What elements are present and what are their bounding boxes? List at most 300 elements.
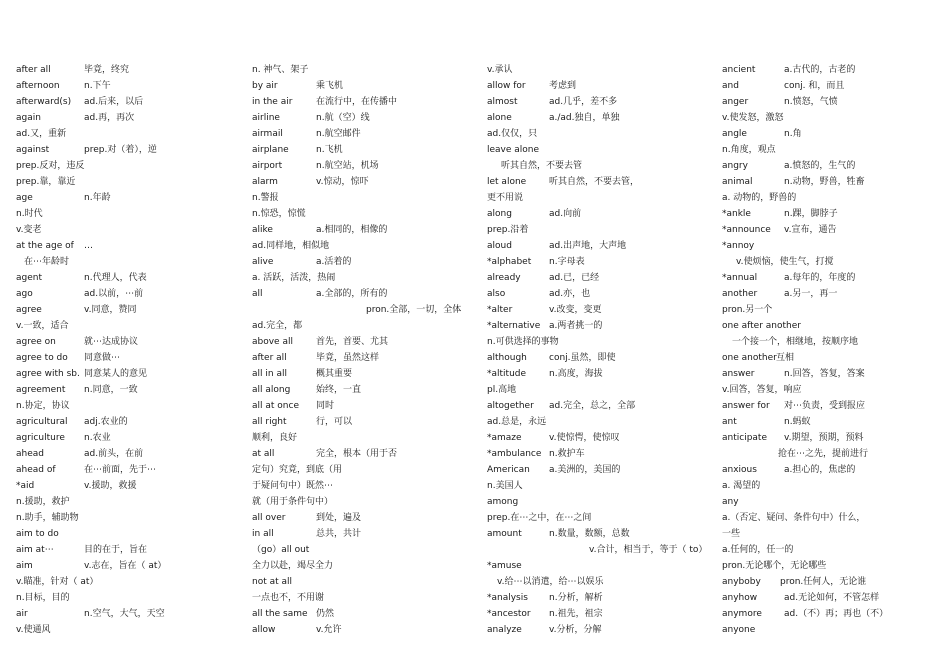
vocab-entry — [722, 478, 937, 494]
entry-headword: n.协定，协议 — [16, 401, 70, 411]
vocab-entry — [722, 174, 937, 190]
entry-headword: agree — [16, 305, 42, 315]
entry-headword: altogether — [487, 401, 534, 411]
entry-definition: ad.无论如何，不管怎样 — [784, 593, 880, 603]
entry-headword: anticipate — [722, 433, 767, 443]
vocab-entry — [722, 222, 937, 238]
entry-headword: and — [722, 81, 739, 91]
entry-headword: prep.靠，靠近 — [16, 177, 76, 187]
entry-headword: all at once — [252, 401, 299, 411]
entry-headword: a. 渴望的 — [722, 481, 761, 491]
entry-headword: anger — [722, 97, 749, 107]
entry-headword: 全力以赴，竭尽全力 — [252, 561, 334, 571]
vocab-entry — [722, 350, 937, 366]
vocab-entry — [252, 462, 462, 478]
entry-headword: afterward(s) — [16, 97, 72, 107]
entry-headword: ant — [722, 417, 737, 427]
vocab-entry — [722, 414, 937, 430]
vocab-entry — [16, 174, 221, 190]
entry-definition: n.航空邮件 — [316, 129, 361, 139]
entry-definition: 同意做⋯ — [84, 353, 121, 363]
entry-definition: a.担心的，焦虑的 — [784, 465, 856, 475]
entry-definition: 就⋯达成协议 — [84, 337, 139, 347]
vocab-entry — [487, 78, 702, 94]
entry-headword: ahead — [16, 449, 44, 459]
entry-headword: n.援助，救护 — [16, 497, 70, 507]
entry-headword: *altitude — [487, 369, 527, 379]
entry-headword: 就（用于条件句中） — [252, 497, 334, 507]
entry-headword: ad.完全，都 — [252, 321, 303, 331]
entry-headword: any — [722, 497, 739, 507]
entry-definition: n.农业 — [84, 433, 111, 443]
entry-headword: ago — [16, 289, 33, 299]
entry-headword: a.任何的，任一的 — [722, 545, 794, 555]
column-2 — [252, 62, 462, 638]
entry-headword: *alternative — [487, 321, 541, 331]
entry-definition: a./ad.独自，单独 — [549, 113, 620, 123]
vocab-entry — [722, 142, 937, 158]
vocab-entry — [252, 190, 462, 206]
entry-headword: airplane — [252, 145, 289, 155]
entry-headword: along — [487, 209, 512, 219]
entry-definition: ad.向前 — [549, 209, 582, 219]
vocab-entry — [487, 350, 702, 366]
entry-headword: all along — [252, 385, 291, 395]
vocab-entry — [487, 590, 702, 606]
vocab-entry — [722, 302, 937, 318]
entry-headword: pron.无论哪个，无论哪些 — [722, 561, 827, 571]
entry-headword: *annoy — [722, 241, 755, 251]
entry-definition: 概其重要 — [316, 369, 353, 379]
vocab-entry — [487, 462, 702, 478]
entry-headword: （go）all out — [252, 545, 310, 555]
vocab-entry — [722, 318, 937, 334]
vocab-entry — [16, 110, 221, 126]
entry-headword: alike — [252, 225, 273, 235]
vocab-entry — [252, 110, 462, 126]
vocab-entry — [16, 302, 221, 318]
entry-headword: 更不用说 — [487, 193, 524, 203]
entry-headword: ad.总是，永远 — [487, 417, 547, 427]
entry-headword: airline — [252, 113, 280, 123]
entry-headword: answer for — [722, 401, 770, 411]
entry-headword: n.美国人 — [487, 481, 523, 491]
entry-headword: already — [487, 273, 521, 283]
entry-headword: v.使通风 — [16, 625, 51, 635]
entry-definition: a.两者挑一的 — [549, 321, 603, 331]
vocab-entry — [16, 350, 221, 366]
vocab-entry — [487, 126, 702, 142]
entry-headword: in the air — [252, 97, 293, 107]
entry-definition: ad.完全，总之，全部 — [549, 401, 636, 411]
entry-headword: n.警报 — [252, 193, 279, 203]
vocab-entry — [487, 542, 708, 558]
entry-headword: n.角度，观点 — [722, 145, 776, 155]
entry-headword: answer — [722, 369, 755, 379]
entry-headword: alive — [252, 257, 274, 267]
vocab-entry — [252, 254, 462, 270]
entry-definition: 目的在于，旨在 — [84, 545, 148, 555]
vocab-entry — [16, 446, 221, 462]
vocab-entry — [487, 366, 702, 382]
entry-headword: n.可供选择的事物 — [487, 337, 559, 347]
vocab-entry — [722, 334, 937, 350]
entry-headword: anxious — [722, 465, 757, 475]
entry-headword: agree on — [16, 337, 56, 347]
entry-headword: v.变老 — [16, 225, 42, 235]
vocab-entry — [722, 526, 937, 542]
vocab-entry — [252, 366, 462, 382]
entry-definition: ad.出声地，大声地 — [549, 241, 627, 251]
vocab-entry — [487, 526, 702, 542]
entry-headword: aloud — [487, 241, 512, 251]
vocab-entry — [487, 190, 702, 206]
entry-headword: 顺利，良好 — [252, 433, 298, 443]
vocab-entry — [487, 446, 702, 462]
entry-definition: v.允许 — [316, 625, 342, 635]
vocab-entry — [487, 414, 702, 430]
entry-headword: *ankle — [722, 209, 751, 219]
entry-definition: v.合计，相当于，等于（ to） — [589, 545, 708, 555]
vocab-entry — [16, 590, 221, 606]
vocab-entry — [16, 318, 221, 334]
entry-headword: agree to do — [16, 353, 68, 363]
entry-definition: v.宣布，通告 — [784, 225, 837, 235]
entry-definition: n.祖先，祖宗 — [549, 609, 603, 619]
entry-definition: prep.对（着），逆 — [84, 145, 157, 155]
entry-headword: air — [16, 609, 28, 619]
entry-definition: n.愤怒，气愤 — [784, 97, 838, 107]
vocab-entry — [722, 254, 937, 270]
vocab-entry — [252, 526, 462, 542]
entry-headword: 一个接一个，相继地，按顺序地 — [732, 337, 859, 347]
entry-headword: 听其自然，不要去管 — [501, 161, 583, 171]
vocab-entry — [487, 558, 702, 574]
vocab-entry — [487, 62, 702, 78]
vocab-entry — [16, 254, 221, 270]
entry-headword: afternoon — [16, 81, 60, 91]
vocab-entry — [252, 558, 462, 574]
entry-definition: v.志在，旨在（ at） — [84, 561, 167, 571]
entry-headword: all over — [252, 513, 286, 523]
vocab-entry — [252, 446, 462, 462]
vocab-entry — [252, 142, 462, 158]
entry-definition: v.同意，赞同 — [84, 305, 137, 315]
entry-headword: at the age of — [16, 241, 74, 251]
entry-definition: n.空气，大气，天空 — [84, 609, 165, 619]
entry-headword: 在⋯年龄时 — [24, 257, 70, 267]
vocab-entry — [722, 430, 937, 446]
entry-definition: a.每年的，年度的 — [784, 273, 856, 283]
vocab-entry — [722, 110, 937, 126]
entry-definition: 总共，共计 — [316, 529, 362, 539]
vocab-entry — [16, 606, 221, 622]
entry-headword: age — [16, 193, 33, 203]
entry-definition: a.相同的，相像的 — [316, 225, 388, 235]
entry-definition: v.期望，预期，预料 — [784, 433, 864, 443]
vocab-entry — [16, 574, 221, 590]
vocab-entry — [252, 222, 462, 238]
vocab-entry — [722, 238, 937, 254]
entry-headword: American — [487, 465, 530, 475]
vocab-entry — [252, 238, 462, 254]
entry-headword: another — [722, 289, 758, 299]
entry-definition: n.字母表 — [549, 257, 585, 267]
vocab-entry — [16, 286, 221, 302]
vocab-entry — [252, 334, 462, 350]
vocab-entry — [722, 126, 937, 142]
vocab-entry — [16, 382, 221, 398]
entry-headword: ad.又，重新 — [16, 129, 67, 139]
vocab-entry — [487, 494, 702, 510]
entry-headword: all in all — [252, 369, 287, 379]
entry-headword: in all — [252, 529, 274, 539]
entry-headword: prep.在⋯之中，在⋯之间 — [487, 513, 592, 523]
entry-definition: a.愤怒的，生气的 — [784, 161, 856, 171]
vocab-entry — [252, 494, 462, 510]
entry-headword: angle — [722, 129, 747, 139]
entry-headword: v.承认 — [487, 65, 513, 75]
vocab-entry — [722, 190, 937, 206]
vocab-entry — [487, 110, 702, 126]
vocab-entry — [487, 206, 702, 222]
entry-definition: n.角 — [784, 129, 802, 139]
entry-headword: 于疑问句中）既然⋯ — [252, 481, 334, 491]
vocab-entry — [252, 606, 462, 622]
vocab-entry — [487, 398, 702, 414]
entry-headword: n.目标，目的 — [16, 593, 70, 603]
vocab-entry — [16, 510, 221, 526]
entry-headword: above all — [252, 337, 293, 347]
entry-headword: v.给⋯以消遣，给⋯以娱乐 — [497, 577, 604, 587]
entry-headword: v.使烦恼，使生气，打搅 — [736, 257, 834, 267]
vocab-entry — [16, 558, 221, 574]
vocab-entry — [252, 302, 462, 318]
vocab-entry — [487, 510, 702, 526]
vocab-entry — [16, 78, 221, 94]
vocab-entry — [16, 62, 221, 78]
entry-headword: after all — [16, 65, 51, 75]
entry-headword: *ambulance — [487, 449, 542, 459]
entry-headword: not at all — [252, 577, 293, 587]
entry-definition: 毕竟，虽然这样 — [316, 353, 380, 363]
entry-headword: n.时代 — [16, 209, 43, 219]
vocab-entry — [487, 286, 702, 302]
column-4 — [722, 62, 937, 638]
entry-definition: conj. 和，而且 — [784, 81, 845, 91]
vocab-entry — [252, 270, 462, 286]
vocab-entry — [252, 510, 462, 526]
entry-definition: ad.再，再次 — [84, 113, 135, 123]
entry-definition: 始终，一直 — [316, 385, 362, 395]
entry-definition: v.援助，救援 — [84, 481, 137, 491]
entry-headword: ad.同样地，相似地 — [252, 241, 330, 251]
entry-definition: ad.几乎，差不多 — [549, 97, 618, 107]
entry-headword: anyone — [722, 625, 756, 635]
vocab-entry — [16, 126, 221, 142]
entry-definition: 在流行中，在传播中 — [316, 97, 398, 107]
entry-headword: a. 动物的，野兽的 — [722, 193, 797, 203]
vocab-entry — [16, 478, 221, 494]
entry-definition: v.分析，分解 — [549, 625, 602, 635]
vocab-entry — [487, 254, 702, 270]
entry-definition: n.代理人，代表 — [84, 273, 147, 283]
vocab-entry — [487, 142, 702, 158]
entry-definition: 仍然 — [316, 609, 335, 619]
entry-definition: ad.前头，在前 — [84, 449, 144, 459]
entry-headword: almost — [487, 97, 518, 107]
vocab-entry — [16, 206, 221, 222]
entry-headword: animal — [722, 177, 753, 187]
vocab-entry — [722, 462, 937, 478]
vocab-entry — [487, 94, 702, 110]
vocab-entry — [722, 558, 937, 574]
entry-headword: v.使发怒，激怒 — [722, 113, 784, 123]
entry-definition: v.惊动，惊吓 — [316, 177, 369, 187]
entry-definition: n.年龄 — [84, 193, 111, 203]
entry-definition: a.活着的 — [316, 257, 352, 267]
entry-headword: all — [252, 289, 263, 299]
entry-definition: 乘飞机 — [316, 81, 344, 91]
entry-headword: pron.另一个 — [722, 305, 773, 315]
vocab-entry — [16, 430, 221, 446]
vocab-entry — [16, 190, 221, 206]
entry-headword: agreement — [16, 385, 66, 395]
entry-headword: allow — [252, 625, 276, 635]
vocab-entry — [722, 622, 937, 638]
entry-definition: 同意某人的意见 — [84, 369, 148, 379]
entry-headword: n.惊恐，惊慌 — [252, 209, 306, 219]
vocab-entry — [487, 334, 702, 350]
vocab-entry — [16, 270, 221, 286]
entry-headword: v.一致，适合 — [16, 321, 69, 331]
vocab-entry — [722, 158, 937, 174]
entry-headword: *aid — [16, 481, 35, 491]
vocab-entry — [252, 590, 462, 606]
entry-definition: n.航（空）线 — [316, 113, 370, 123]
column-1 — [16, 62, 221, 638]
entry-headword: n.助手，辅助物 — [16, 513, 79, 523]
vocab-entry — [722, 78, 937, 94]
vocab-entry — [722, 510, 937, 526]
entry-definition: a.另一，再一 — [784, 289, 838, 299]
vocab-entry — [722, 94, 937, 110]
vocab-entry — [722, 206, 937, 222]
vocab-entry — [722, 270, 937, 286]
vocab-entry — [252, 78, 462, 94]
entry-definition: 毕竟，终究 — [84, 65, 130, 75]
entry-headword: aim at⋯ — [16, 545, 54, 555]
entry-definition: ad.后来，以后 — [84, 97, 144, 107]
vocab-entry — [252, 350, 462, 366]
entry-definition: n.救护车 — [549, 449, 585, 459]
entry-definition: n.回答，答复，答案 — [784, 369, 865, 379]
vocab-entry — [16, 158, 221, 174]
entry-headword: *amuse — [487, 561, 522, 571]
vocab-entry — [16, 526, 221, 542]
vocab-entry — [252, 94, 462, 110]
vocab-entry — [252, 174, 462, 190]
entry-definition: 互相 — [776, 353, 795, 363]
entry-headword: after all — [252, 353, 287, 363]
entry-headword: alone — [487, 113, 512, 123]
vocab-entry — [16, 366, 221, 382]
entry-definition: ad.亦，也 — [549, 289, 591, 299]
entry-definition: n.下午 — [84, 81, 111, 91]
entry-definition: 首先，首要、尤其 — [316, 337, 389, 347]
vocab-entry — [722, 398, 937, 414]
vocab-entry — [252, 206, 462, 222]
vocab-entry — [487, 318, 702, 334]
vocab-entry — [487, 430, 702, 446]
entry-definition: pron.任何人，无论谁 — [780, 577, 867, 587]
entry-definition: conj.虽然，即使 — [549, 353, 616, 363]
entry-definition: ad.以前，⋯前 — [84, 289, 144, 299]
entry-headword: among — [487, 497, 519, 507]
entry-headword: *announce — [722, 225, 771, 235]
entry-definition: a.古代的，古老的 — [784, 65, 856, 75]
entry-headword: a. 活跃，活泼，热闹 — [252, 273, 336, 283]
entry-headword: *alter — [487, 305, 513, 315]
entry-headword: *annual — [722, 273, 758, 283]
vocab-entry — [722, 62, 937, 78]
vocab-entry — [722, 286, 937, 302]
entry-headword: aim — [16, 561, 33, 571]
entry-headword: 一点也不，不用谢 — [252, 593, 325, 603]
vocab-entry — [252, 62, 462, 78]
vocab-entry — [252, 398, 462, 414]
vocab-entry — [16, 622, 221, 638]
entry-headword: let alone — [487, 177, 527, 187]
entry-definition: n.蚂蚁 — [784, 417, 811, 427]
entry-definition: … — [84, 241, 93, 251]
entry-definition: 完全，根本（用于否 — [316, 449, 398, 459]
entry-headword: also — [487, 289, 506, 299]
entry-definition: n.飞机 — [316, 145, 343, 155]
entry-headword: agriculture — [16, 433, 65, 443]
entry-headword: agent — [16, 273, 42, 283]
vocab-entry — [252, 382, 462, 398]
vocab-entry — [252, 542, 462, 558]
entry-headword: pl.高地 — [487, 385, 517, 395]
vocab-entry — [16, 238, 221, 254]
vocab-entry — [16, 398, 221, 414]
entry-definition: 行，可以 — [316, 417, 353, 427]
entry-headword: one after another — [722, 321, 801, 331]
entry-definition: v.使惊愕，使惊叹 — [549, 433, 620, 443]
vocab-entry — [16, 462, 221, 478]
vocab-entry — [722, 590, 937, 606]
entry-headword: all the same — [252, 609, 308, 619]
entry-headword: v.瞄准，针对（ at） — [16, 577, 99, 587]
entry-definition: a.美洲的，美国的 — [549, 465, 621, 475]
entry-definition: n.踝，脚脖子 — [784, 209, 838, 219]
entry-headword: prep.反对，违反 — [16, 161, 85, 171]
entry-headword: airmail — [252, 129, 283, 139]
entry-definition: v.改变，变更 — [549, 305, 602, 315]
vocab-entry — [487, 174, 702, 190]
vocab-entry — [16, 222, 221, 238]
entry-headword: prep.沿着 — [487, 225, 529, 235]
entry-headword: ancient — [722, 65, 756, 75]
entry-headword: analyze — [487, 625, 522, 635]
entry-headword: allow for — [487, 81, 526, 91]
vocab-entry — [487, 606, 702, 622]
entry-definition: 同时 — [316, 401, 335, 411]
vocab-entry — [16, 494, 221, 510]
entry-headword: again — [16, 113, 41, 123]
entry-headword: *analysis — [487, 593, 528, 603]
